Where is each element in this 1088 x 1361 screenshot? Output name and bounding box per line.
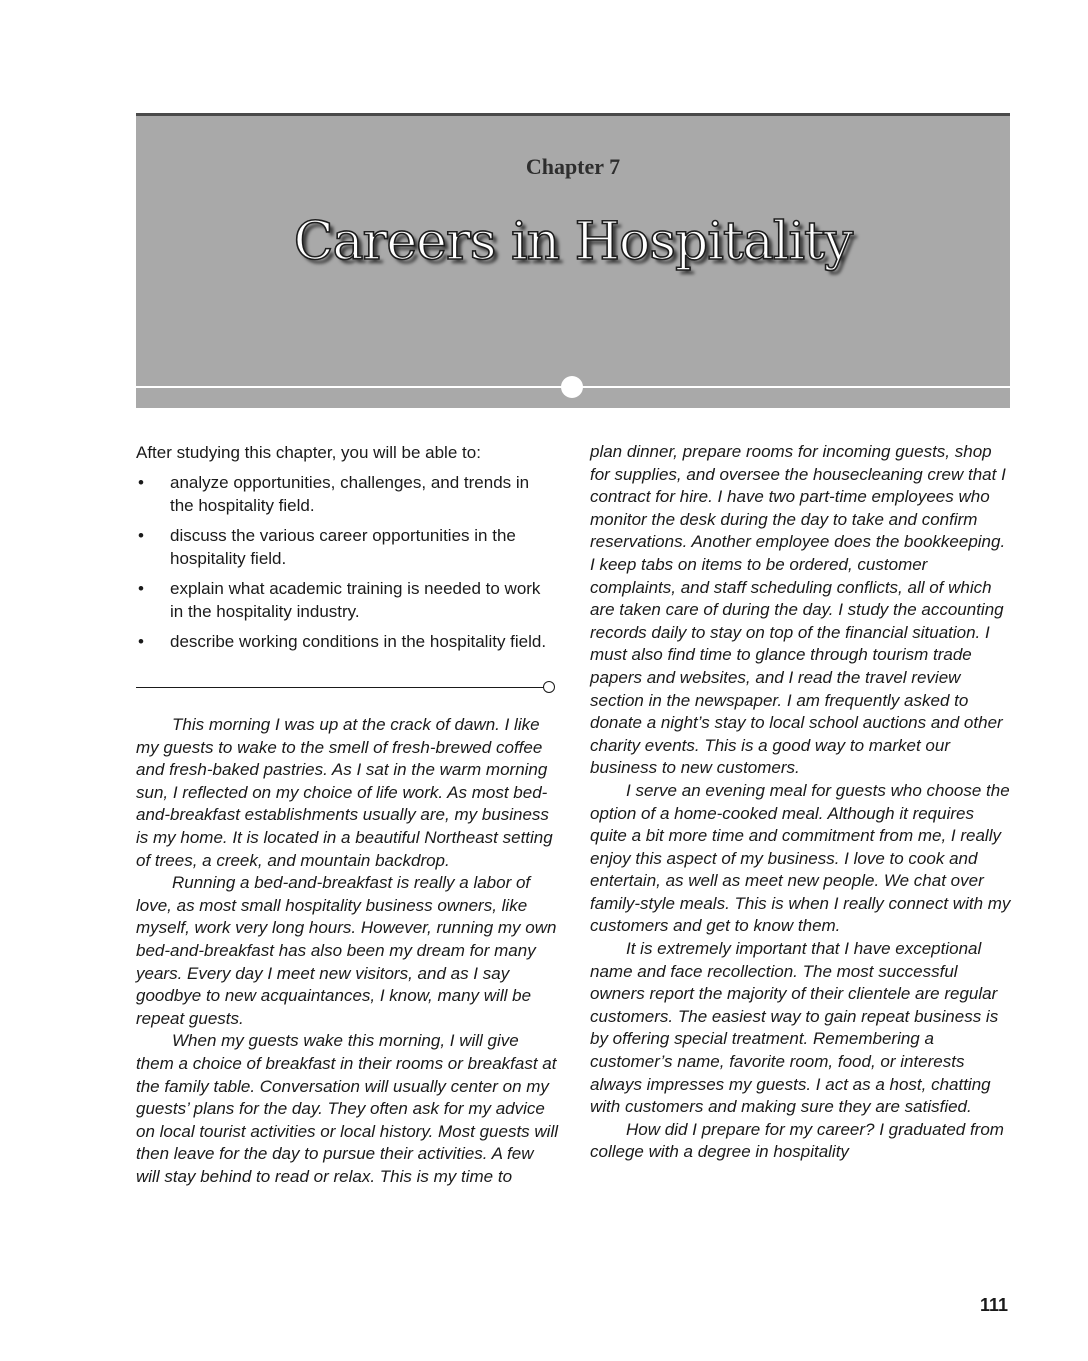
bullet-icon: • [138,579,144,598]
narrative-left-column [136,714,558,1188]
objective-text: explain what academic training is needed to work in the hospitality industry. [170,579,541,621]
narrative-right-column [590,441,1012,1164]
bullet-icon: • [138,632,144,651]
narrative-paragraph: This morning I was up at the crack of dawn. I like my guests to wake to the smell of fresh-brewed coffee and fresh-baked pastries. As I sat in the warm morning sun, I reflected on my choice of life work. As most bed-and-breakfast establishments usually are, my business is my home. It is located in a beautiful Northeast setting of trees, a creek, and mountain backdrop. [136,715,553,870]
bullet-icon: • [138,526,144,545]
banner-dot-ornament [561,376,583,398]
narrative-paragraph: It is extremely important that I have exceptional name and face recollection. The most successful owners report the majority of their clientele are regular customers. The easiest way to gain repeat business is by offering special treatment. Remembering a customer’s name, favorite room, food, or interests always impresses my guests. I act as a host, chatting with customers and making sure they are satisfied. [590,939,999,1117]
objective-item [136,471,556,517]
narrative-paragraph: How did I prepare for my career? I graduated from college with a degree in hospitality [590,1119,1004,1162]
objectives-intro: After studying this chapter, you will be able to: [136,443,481,462]
narrative-paragraph: Running a bed-and-breakfast is really a labor of love, as most small hospitality business owners, like myself, work very long hours. However, running my own bed-and-breakfast has also been my dream for many years. Every day I meet new visitors, and as I say goodbye to new acquaintances, I know, many will be repeat guests. [136,873,557,1028]
objective-item [136,524,556,570]
objectives-divider [136,687,546,688]
bullet-icon: • [138,473,144,492]
objective-text: analyze opportunities, challenges, and trends in the hospitality field. [170,473,530,515]
objective-text: describe working conditions in the hospitality field. [170,632,547,651]
objective-text: discuss the various career opportunities in the hospitality field. [170,526,516,568]
objectives-list [136,471,556,653]
learning-objectives [136,441,556,660]
narrative-paragraph-continued: plan dinner, prepare rooms for incoming guests, shop for supplies, and oversee the housecleaning crew that I contract for hire. I have two part-time employees who monitor the desk during the day to take and confirm reservations. Another employee does the bookkeeping. I keep tabs on items to be ordered, customer complaints, and staff scheduling conflicts, all of which are taken care of during the day. I study the accounting records daily to stay on top of the financial situation. I must also find time to glance through tourism trade papers and websites, and I read the travel review section in the newspaper. I am frequently asked to donate a night’s stay to local school auctions and other charity events. This is a good way to market our business to new customers. [590,442,1006,778]
chapter-title: Careers in Hospitality [293,212,853,272]
page-number: 111 [979,1295,1008,1315]
divider-ring-ornament [543,681,555,693]
chapter-label: Chapter 7 [525,154,621,179]
narrative-paragraph: I serve an evening meal for guests who choose the option of a home-cooked meal. Although it requires quite a bit more time and commitment from me, I really enjoy this aspect of my business. I love to cook and entertain, as well as meet new people. We chat over family-style meals. This is when I really connect with my customers and get to know them. [590,780,1011,936]
objective-item [136,577,556,623]
chapter-banner [136,113,1010,408]
objective-item [136,630,556,653]
narrative-paragraph: When my guests wake this morning, I will give them a choice of breakfast in their rooms or breakfast at the family table. Conversation will usually center on my guests’ plans for the day. They often ask for my advice on local tourist activities or local history. Most guests will then leave for the day to pursue their activities. A few will stay behind to read or relax. This is my time to [136,1031,559,1186]
